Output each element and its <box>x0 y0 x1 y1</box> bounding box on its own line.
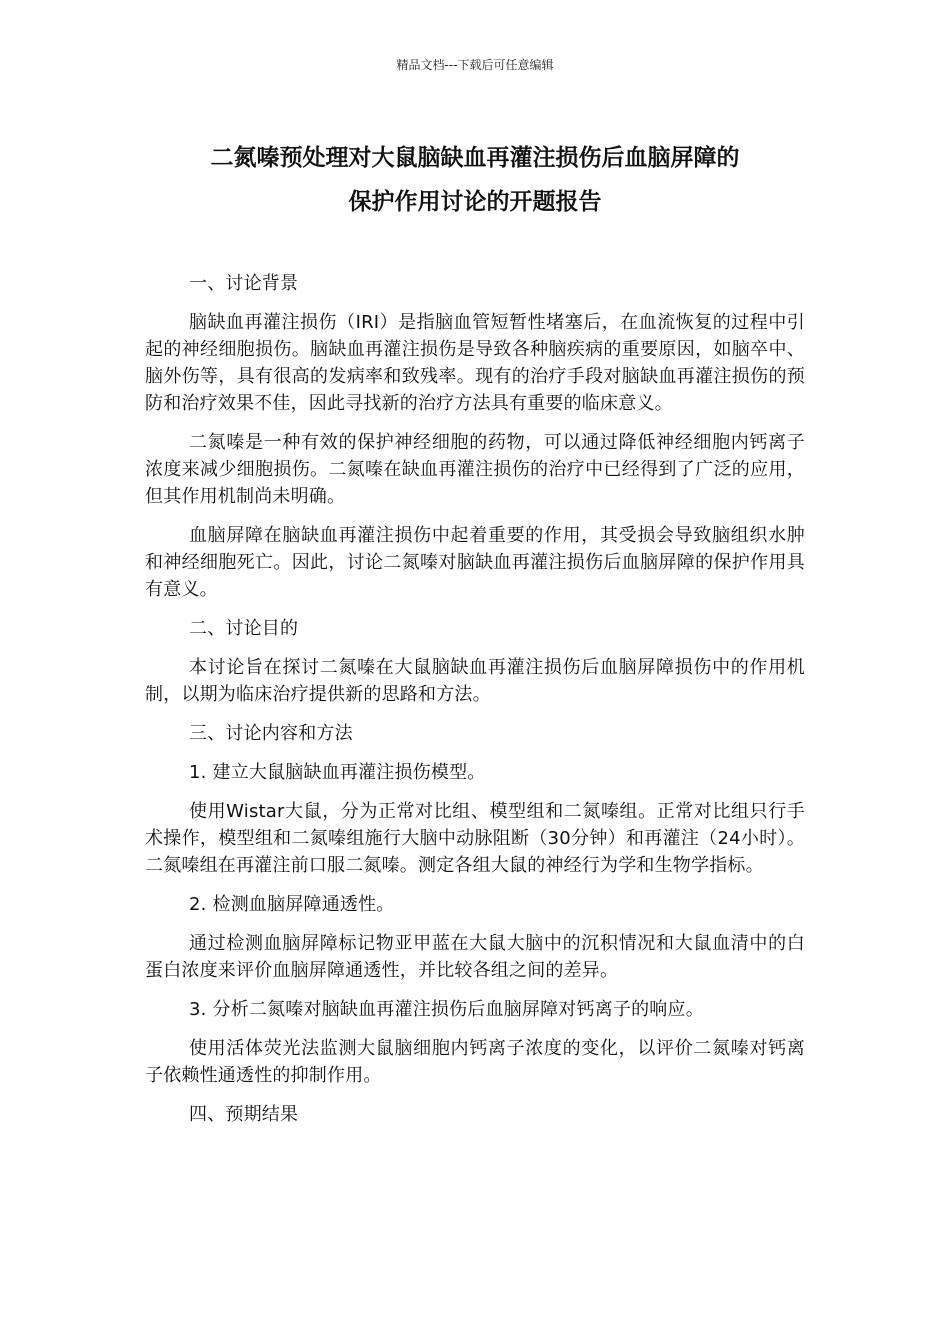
section-heading-expected: 四、预期结果 <box>189 1104 299 1125</box>
paragraph-item-3: 使用活体荧光法监测大鼠脑细胞内钙离子浓度的变化，以评价二氮嗪对钙离子依赖性通透性的抑制作用。 <box>145 1038 805 1086</box>
paragraph-background-2: 二氮嗪是一种有效的保护神经细胞的药物，可以通过降低神经细胞内钙离子浓度来减少细胞损伤。二氮嗪在缺血再灌注损伤的治疗中已经得到了广泛的应用，但其作用机制尚未明确。 <box>145 432 805 507</box>
section-heading-background: 一、讨论背景 <box>189 273 299 294</box>
title-line-2: 保护作用讨论的开题报告 <box>348 189 602 215</box>
paragraph-background-3: 血脑屏障在脑缺血再灌注损伤中起着重要的作用，其受损会导致脑组织水肿和神经细胞死亡。因此，讨论二氮嗪对脑缺血再灌注损伤后血脑屏障的保护作用具有意义。 <box>145 525 805 600</box>
paragraph-background-1: 脑缺血再灌注损伤（IRI）是指脑血管短暂性堵塞后，在血流恢复的过程中引起的神经细胞损伤。脑缺血再灌注损伤是导致各种脑疾病的重要原因，如脑卒中、脑外伤等，具有很高的发病率和致残率。现有的治疗手段对脑缺血再灌注损伤的预防和治疗效果不佳，因此寻找新的治疗方法具有重要的临床意义。 <box>145 312 805 414</box>
paragraph-item-1: 使用Wistar大鼠，分为正常对比组、模型组和二氮嗪组。正常对比组只行手术操作，模型组和二氮嗪组施行大脑中动脉阻断（30分钟）和再灌注（24小时）。二氮嗪组在再灌注前口服二氮嗪。测定各组大鼠的神经行为学和生物学指标。 <box>145 801 805 876</box>
paragraph-item-2: 通过检测血脑屏障标记物亚甲蓝在大鼠大脑中的沉积情况和大鼠血清中的白蛋白浓度来评价血脑屏障通透性，并比较各组之间的差异。 <box>145 933 805 981</box>
item-heading-1: 1. 建立大鼠脑缺血再灌注损伤模型。 <box>189 762 486 783</box>
document-title <box>100 136 850 224</box>
item-heading-2: 2. 检测血脑屏障通透性。 <box>189 894 395 915</box>
item-heading-3: 3. 分析二氮嗪对脑缺血再灌注损伤后血脑屏障对钙离子的响应。 <box>189 999 704 1020</box>
page-header: 精品文档---下载后可任意编辑 <box>396 58 554 72</box>
section-heading-content: 三、讨论内容和方法 <box>189 723 353 744</box>
paragraph-purpose: 本讨论旨在探讨二氮嗪在大鼠脑缺血再灌注损伤后血脑屏障损伤中的作用机制，以期为临床治疗提供新的思路和方法。 <box>145 657 805 705</box>
title-line-1: 二氮嗪预处理对大鼠脑缺血再灌注损伤后血脑屏障的 <box>210 145 740 171</box>
section-heading-purpose: 二、讨论目的 <box>189 618 299 639</box>
document-body <box>145 270 805 1140</box>
